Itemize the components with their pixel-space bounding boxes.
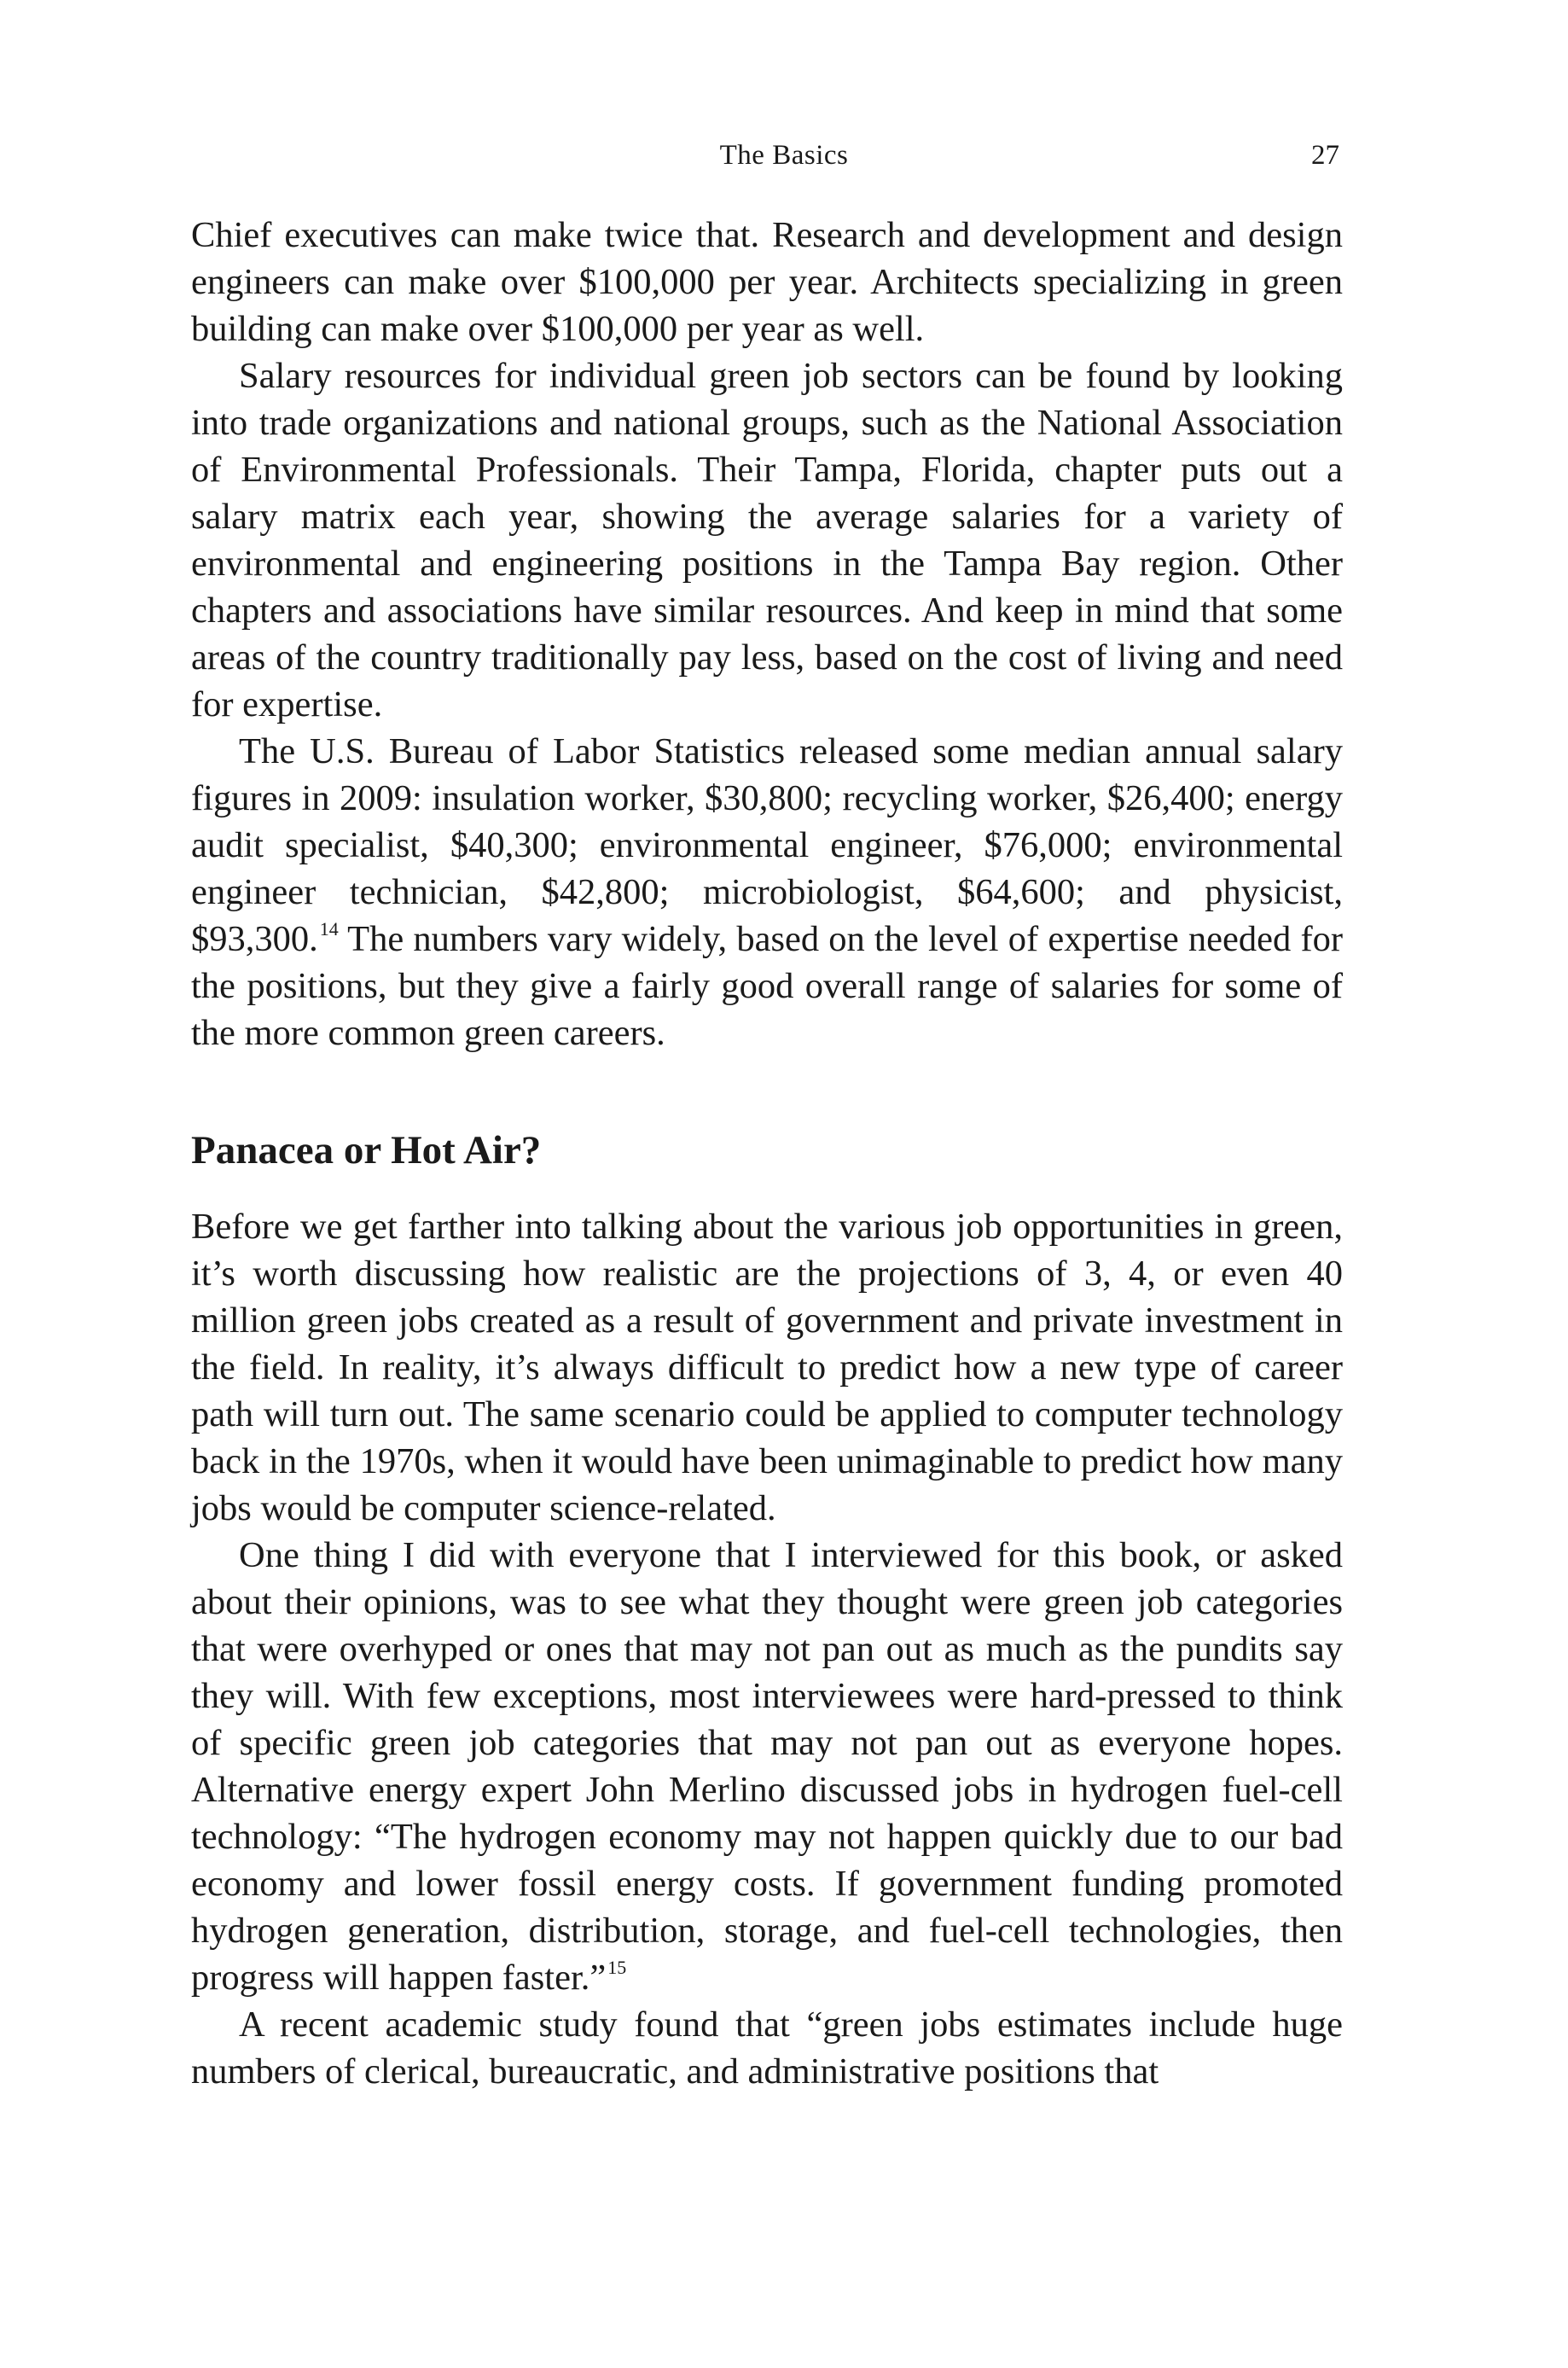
bls-figures-text: The U.S. Bureau of Labor Statistics released some median annual salary figures in 2009: insulation worker, $30,800; recycling worker, $26,400; energy audit specialist, $40,300; environmental engineer, $76,000; environmental engineer technician, $42,800; microbiologist, $64,600; and physicist, $93,300. (191, 731, 1343, 959)
footnote-ref-15: 15 (607, 1957, 627, 1978)
paragraph-projections: Before we get farther into talking about the various job opportunities in green, it’s worth discussing how realistic are the projections of 3, 4, or even 40 million green jobs created as a result of government and private investment in the field. In reality, it’s always difficult to predict how a new type of career path will turn out. The same scenario could be applied to computer technology back in the 1970s, when it would have been unimaginable to predict how many jobs would be computer science-related. (191, 1207, 1343, 1528)
paragraph-interviews (191, 1532, 1343, 2001)
body-text (191, 212, 1343, 2095)
page-number: 27 (1311, 140, 1339, 171)
paragraph-bls-figures (191, 728, 1343, 1056)
bls-figures-text-cont: The numbers vary widely, based on the level of expertise needed for the positions, but they give a fairly good overall range of salaries for some of the more common green careers. (191, 919, 1343, 1053)
running-head (0, 137, 1568, 174)
running-title: The Basics (719, 140, 849, 171)
paragraph-salary-continuation: Chief executives can make twice that. Research and development and design engineers can make over $100,000 per year. Architects specializing in green building can make over $100,000 per year as well. (191, 215, 1343, 349)
footnote-ref-14: 14 (319, 918, 339, 940)
interviews-text: One thing I did with everyone that I interviewed for this book, or asked about their opinions, was to see what they thought were green job categories that were overhyped or ones that may not pan out as much as the pundits say they will. With few exceptions, most interviewees were hard-pressed to think of specific green job categories that may not pan out as everyone hopes. Alternative energy expert John Merlino discussed jobs in hydrogen fuel-cell technology: “The hydrogen economy may not happen quickly due to our bad economy and lower fossil energy costs. If government funding promoted hydrogen generation, distribution, storage, and fuel-cell technologies, then progress will happen faster.” (191, 1535, 1343, 1998)
paragraph-salary-resources: Salary resources for individual green job sectors can be found by looking into trade organizations and national groups, such as the National Association of Environmental Professionals. Their Tampa, Florida, chapter puts out a salary matrix each year, showing the average salaries for a variety of environmental and engineering positions in the Tampa Bay region. Other chapters and associations have similar resources. And keep in mind that some areas of the country traditionally pay less, based on the cost of living and need for expertise. (191, 356, 1343, 724)
section-heading: Panacea or Hot Air? (191, 1128, 542, 1172)
paragraph-academic-study: A recent academic study found that “green jobs estimates include huge numbers of clerical, bureaucratic, and administrative positions that (191, 2004, 1343, 2092)
